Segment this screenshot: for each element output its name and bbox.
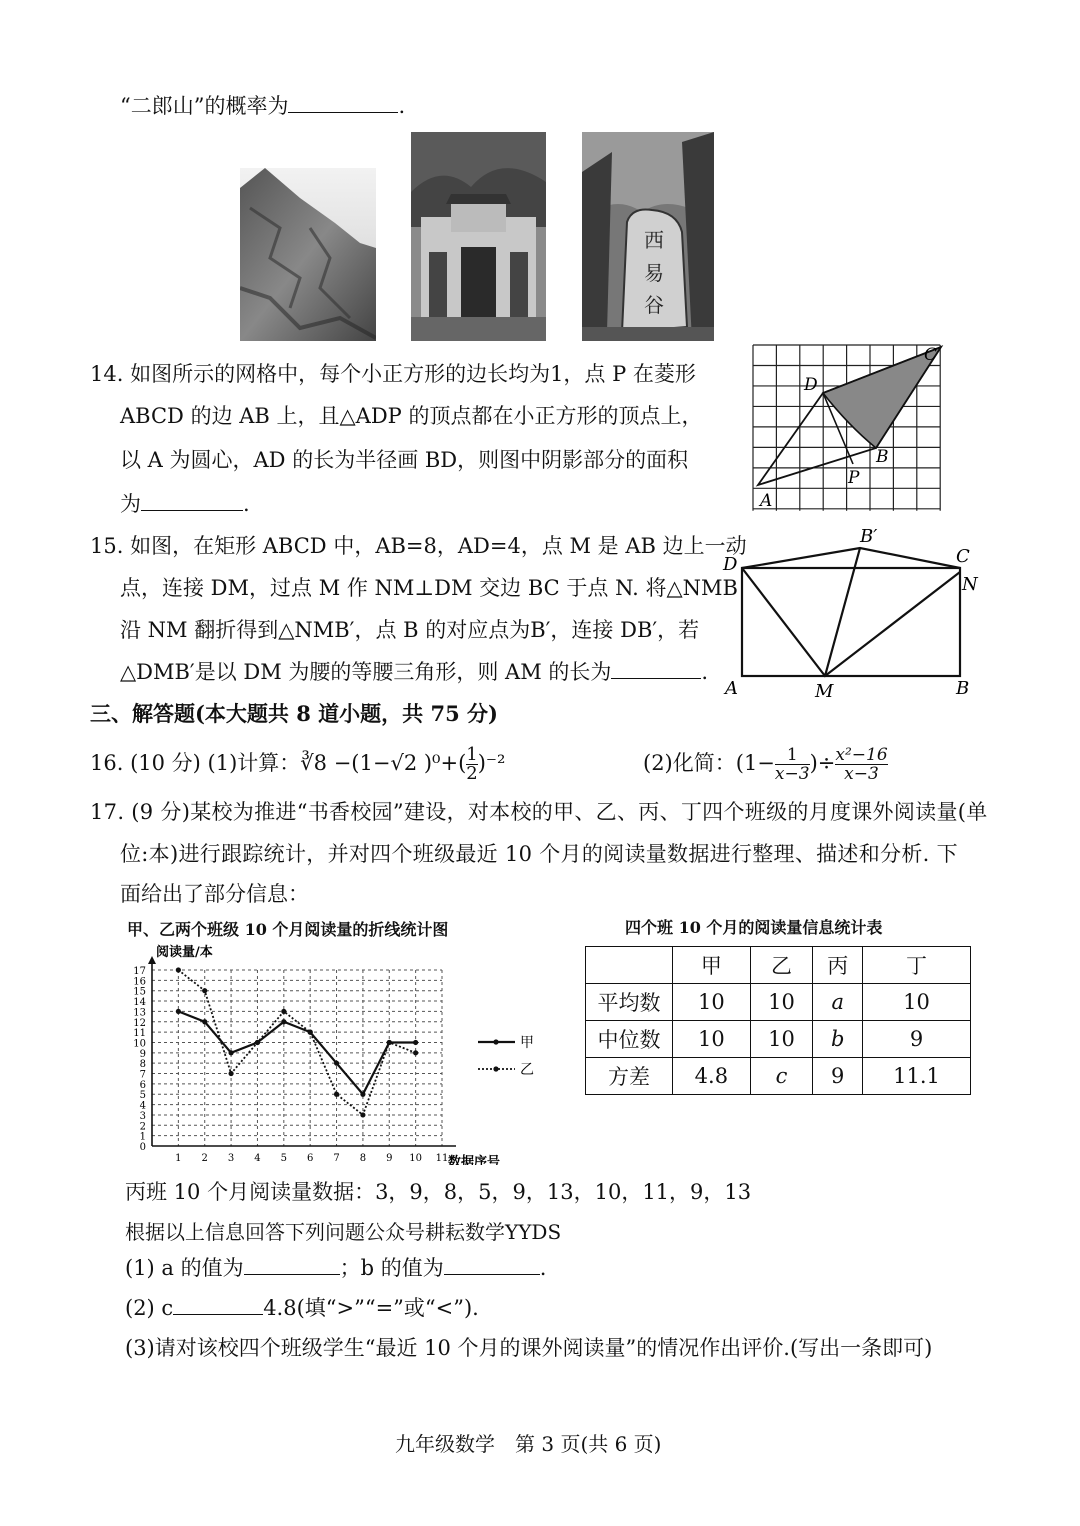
q17-sub1 <box>125 1254 546 1282</box>
data-point <box>255 1040 260 1045</box>
table-cell: 9 <box>813 1058 863 1095</box>
q17-instruction: 根据以上信息回答下列问题公众号耕耘数学YYDS <box>125 1220 562 1244</box>
y-tick-label: 17 <box>133 966 146 977</box>
y-tick-label: 5 <box>139 1090 146 1102</box>
data-point <box>228 1071 233 1076</box>
legend-label: 甲 <box>520 1035 534 1051</box>
q15-label-b-prime: B′ <box>860 526 878 547</box>
x-tick-label: 10 <box>409 1153 423 1164</box>
table-row-label: 方差 <box>586 1058 673 1095</box>
sub2-b-text: 4.8(填“>”“=”或“<”). <box>263 1296 479 1320</box>
q16-part1: ∛8 −(1−√2 )⁰+( <box>300 751 467 775</box>
q15-label-n: N <box>962 574 978 595</box>
table-cell: b <box>813 1021 863 1058</box>
mountain-photo <box>240 168 376 341</box>
q15-answer-blank <box>611 658 701 679</box>
y-tick-label: 14 <box>133 997 146 1009</box>
bing-data: 丙班 10 个月阅读量数据：3，9，8，5，9，13，10，11，9，13 <box>125 1180 752 1204</box>
data-point <box>334 1092 339 1097</box>
table-cell: a <box>813 984 863 1021</box>
svg-text:易: 易 <box>644 261 664 285</box>
table-row <box>586 984 971 1021</box>
data-point <box>202 1019 207 1024</box>
q17-line-1: 17. (9 分)某校为推进“书香校园”建设，对本校的甲、乙、丙、丁四个班级的月度课外阅读量(单 <box>90 800 988 824</box>
q13-tail <box>120 92 405 120</box>
legend-marker <box>493 1039 498 1044</box>
svg-text:西: 西 <box>644 228 664 252</box>
x-tick-label: 4 <box>254 1153 261 1164</box>
table-row-label: 中位数 <box>586 1021 673 1058</box>
q16-part1-end: )⁻² <box>477 751 506 775</box>
q16-part2 <box>643 746 888 783</box>
x-tick-label: 6 <box>306 1153 314 1164</box>
q15-label-c: C <box>956 546 970 567</box>
q15-line-1: 15. 如图，在矩形 ABCD 中，AB=8，AD=4，点 M 是 AB 边上一动 <box>90 534 747 558</box>
q15-label-a: A <box>725 678 738 699</box>
table-row <box>586 1021 971 1058</box>
answer-c-blank <box>173 1294 263 1315</box>
x-tick-label: 1 <box>175 1153 182 1164</box>
q16-div: )÷ <box>809 751 836 775</box>
q15-label-d: D <box>723 554 738 575</box>
q15-label-m: M <box>815 681 834 702</box>
x-tick-label: 8 <box>359 1153 367 1164</box>
y-tick-label: 12 <box>133 1017 146 1029</box>
y-tick-label: 7 <box>139 1069 146 1081</box>
q17-line-3: 面给出了部分信息： <box>120 882 309 906</box>
gate-photo <box>411 132 546 341</box>
q14-label-d: D <box>804 375 818 395</box>
data-point <box>228 1050 233 1055</box>
q17-sub2 <box>125 1294 479 1322</box>
q13-answer-blank <box>288 92 398 113</box>
data-point <box>308 1030 313 1035</box>
page-footer: 九年级数学 第 3 页(共 6 页) <box>395 1432 662 1456</box>
q16-part2-prefix: (2)化简：(1− <box>643 751 775 775</box>
section-3-heading: 三、解答题(本大题共 8 道小题，共 75 分) <box>90 701 498 726</box>
x-axis-label: 数据序号 <box>448 1155 501 1165</box>
y-tick-label: 3 <box>139 1110 146 1122</box>
table-cell <box>586 947 673 984</box>
sub2-a-text: (2) c <box>125 1296 174 1320</box>
sub1-b-text: ；b 的值为 <box>339 1256 444 1280</box>
data-point <box>413 1050 418 1055</box>
table-header-yi: 乙 <box>750 947 813 984</box>
svg-text:谷: 谷 <box>644 293 664 317</box>
x-tick-label: 11 <box>435 1153 449 1164</box>
y-tick-label: 4 <box>139 1100 146 1112</box>
y-tick-label: 9 <box>139 1048 146 1060</box>
q16-half: $\frac{1}{2}$ <box>466 744 478 784</box>
y-tick-label: 16 <box>133 976 146 988</box>
y-tick-label: 2 <box>139 1121 146 1133</box>
y-tick-label: 0 <box>139 1142 146 1153</box>
data-point <box>176 1009 181 1014</box>
table-header-ding: 丁 <box>863 947 971 984</box>
q14-line-4 <box>120 490 250 518</box>
table-cell: 10 <box>863 984 971 1021</box>
table-header-bing: 丙 <box>813 947 863 984</box>
q15-line-4 <box>120 658 708 686</box>
q14-label-a: A <box>760 491 773 511</box>
stats-table <box>585 946 971 1095</box>
y-tick-label: 13 <box>133 1007 146 1019</box>
table-header-row <box>586 947 971 984</box>
data-point <box>360 1112 365 1117</box>
y-axis-arrow <box>148 956 156 964</box>
data-point <box>360 1092 365 1097</box>
x-tick-label: 7 <box>333 1153 340 1164</box>
table-cell: 10 <box>750 984 813 1021</box>
legend-label: 乙 <box>520 1062 534 1078</box>
q14-end: . <box>243 492 250 516</box>
q14-wei: 为 <box>120 492 141 516</box>
table-header-jia: 甲 <box>673 947 751 984</box>
table-cell: 10 <box>673 984 751 1021</box>
table-row <box>586 1058 971 1095</box>
data-point <box>176 967 181 972</box>
sub1-end: . <box>539 1256 547 1280</box>
answer-b-blank <box>444 1254 540 1275</box>
q14-label-c: C <box>924 345 938 365</box>
q15-text: △DMB′是以 DM 为腰的等腰三角形，则 AM 的长为 <box>120 660 612 684</box>
y-tick-label: 11 <box>133 1028 146 1040</box>
x-tick-label: 2 <box>201 1153 208 1164</box>
q16 <box>90 746 505 783</box>
q14-line-3: 以 A 为圆心，AD 的长为半径画 BD，则图中阴影部分的面积 <box>120 448 689 472</box>
q14-label-b: B <box>876 447 889 467</box>
q16-frac1: $\frac{1}{x-3}$ <box>774 745 810 784</box>
q17-sub3: (3)请对该校四个班级学生“最近 10 个月的课外阅读量”的情况作出评价.(写出一条即可) <box>125 1336 933 1360</box>
y-tick-label: 15 <box>133 986 146 998</box>
reading-line-chart <box>120 940 540 1169</box>
q15-label-b: B <box>956 678 970 699</box>
q15-line-3: 沿 NM 翻折得到△NMB′，点 B 的对应点为B′，连接 DB′，若 <box>120 618 700 642</box>
q14-label-p: P <box>848 468 860 488</box>
q14-figure <box>748 340 948 519</box>
q13-end: . <box>398 94 406 118</box>
chart-title: 甲、乙两个班级 10 个月阅读量的折线统计图 <box>127 920 449 939</box>
y-tick-label: 1 <box>139 1131 146 1143</box>
q16-frac2: $\frac{\text{x²−16}}{x-3}$ <box>835 745 888 784</box>
q16-prefix: 16. (10 分) (1)计算： <box>90 751 301 775</box>
x-tick-label: 9 <box>386 1153 393 1164</box>
table-cell: 10 <box>673 1021 751 1058</box>
x-tick-label: 3 <box>227 1153 235 1164</box>
stone-photo <box>582 132 714 341</box>
y-tick-label: 10 <box>133 1038 146 1050</box>
q15-end: . <box>701 660 709 684</box>
data-point <box>281 1019 286 1024</box>
legend-marker <box>493 1066 498 1071</box>
table-cell: 11.1 <box>863 1058 971 1095</box>
y-axis-label: 阅读量/本 <box>156 945 213 960</box>
y-tick-label: 6 <box>139 1079 146 1091</box>
q17-line-2: 位:本)进行跟踪统计，并对四个班级最近 10 个月的阅读量数据进行整理、描述和分析. 下 <box>120 842 958 866</box>
x-tick-label: 5 <box>280 1153 288 1164</box>
data-point <box>387 1040 392 1045</box>
q14-answer-blank <box>141 490 243 511</box>
data-point <box>202 988 207 993</box>
data-point <box>334 1061 339 1066</box>
table-cell: 4.8 <box>673 1058 751 1095</box>
table-title: 四个班 10 个月的阅读量信息统计表 <box>625 918 883 937</box>
data-point <box>413 1040 418 1045</box>
table-row-label: 平均数 <box>586 984 673 1021</box>
table-cell: c <box>750 1058 813 1095</box>
y-tick-label: 8 <box>139 1059 146 1071</box>
q14-line-2: ABCD 的边 AB 上，且△ADP 的顶点都在小正方形的顶点上， <box>120 404 703 428</box>
q13-text: “二郎山”的概率为 <box>120 94 289 118</box>
q15-figure <box>720 522 985 706</box>
q15-line-2: 点，连接 DM，过点 M 作 NM⊥DM 交边 BC 于点 N. 将△NMB <box>120 576 738 600</box>
table-cell: 9 <box>863 1021 971 1058</box>
sub1-a-text: (1) a 的值为 <box>125 1256 244 1280</box>
q14-line-1: 14. 如图所示的网格中，每个小正方形的边长均为1，点 P 在菱形 <box>90 362 696 386</box>
table-cell: 10 <box>750 1021 813 1058</box>
data-point <box>281 1009 286 1014</box>
answer-a-blank <box>244 1254 340 1275</box>
